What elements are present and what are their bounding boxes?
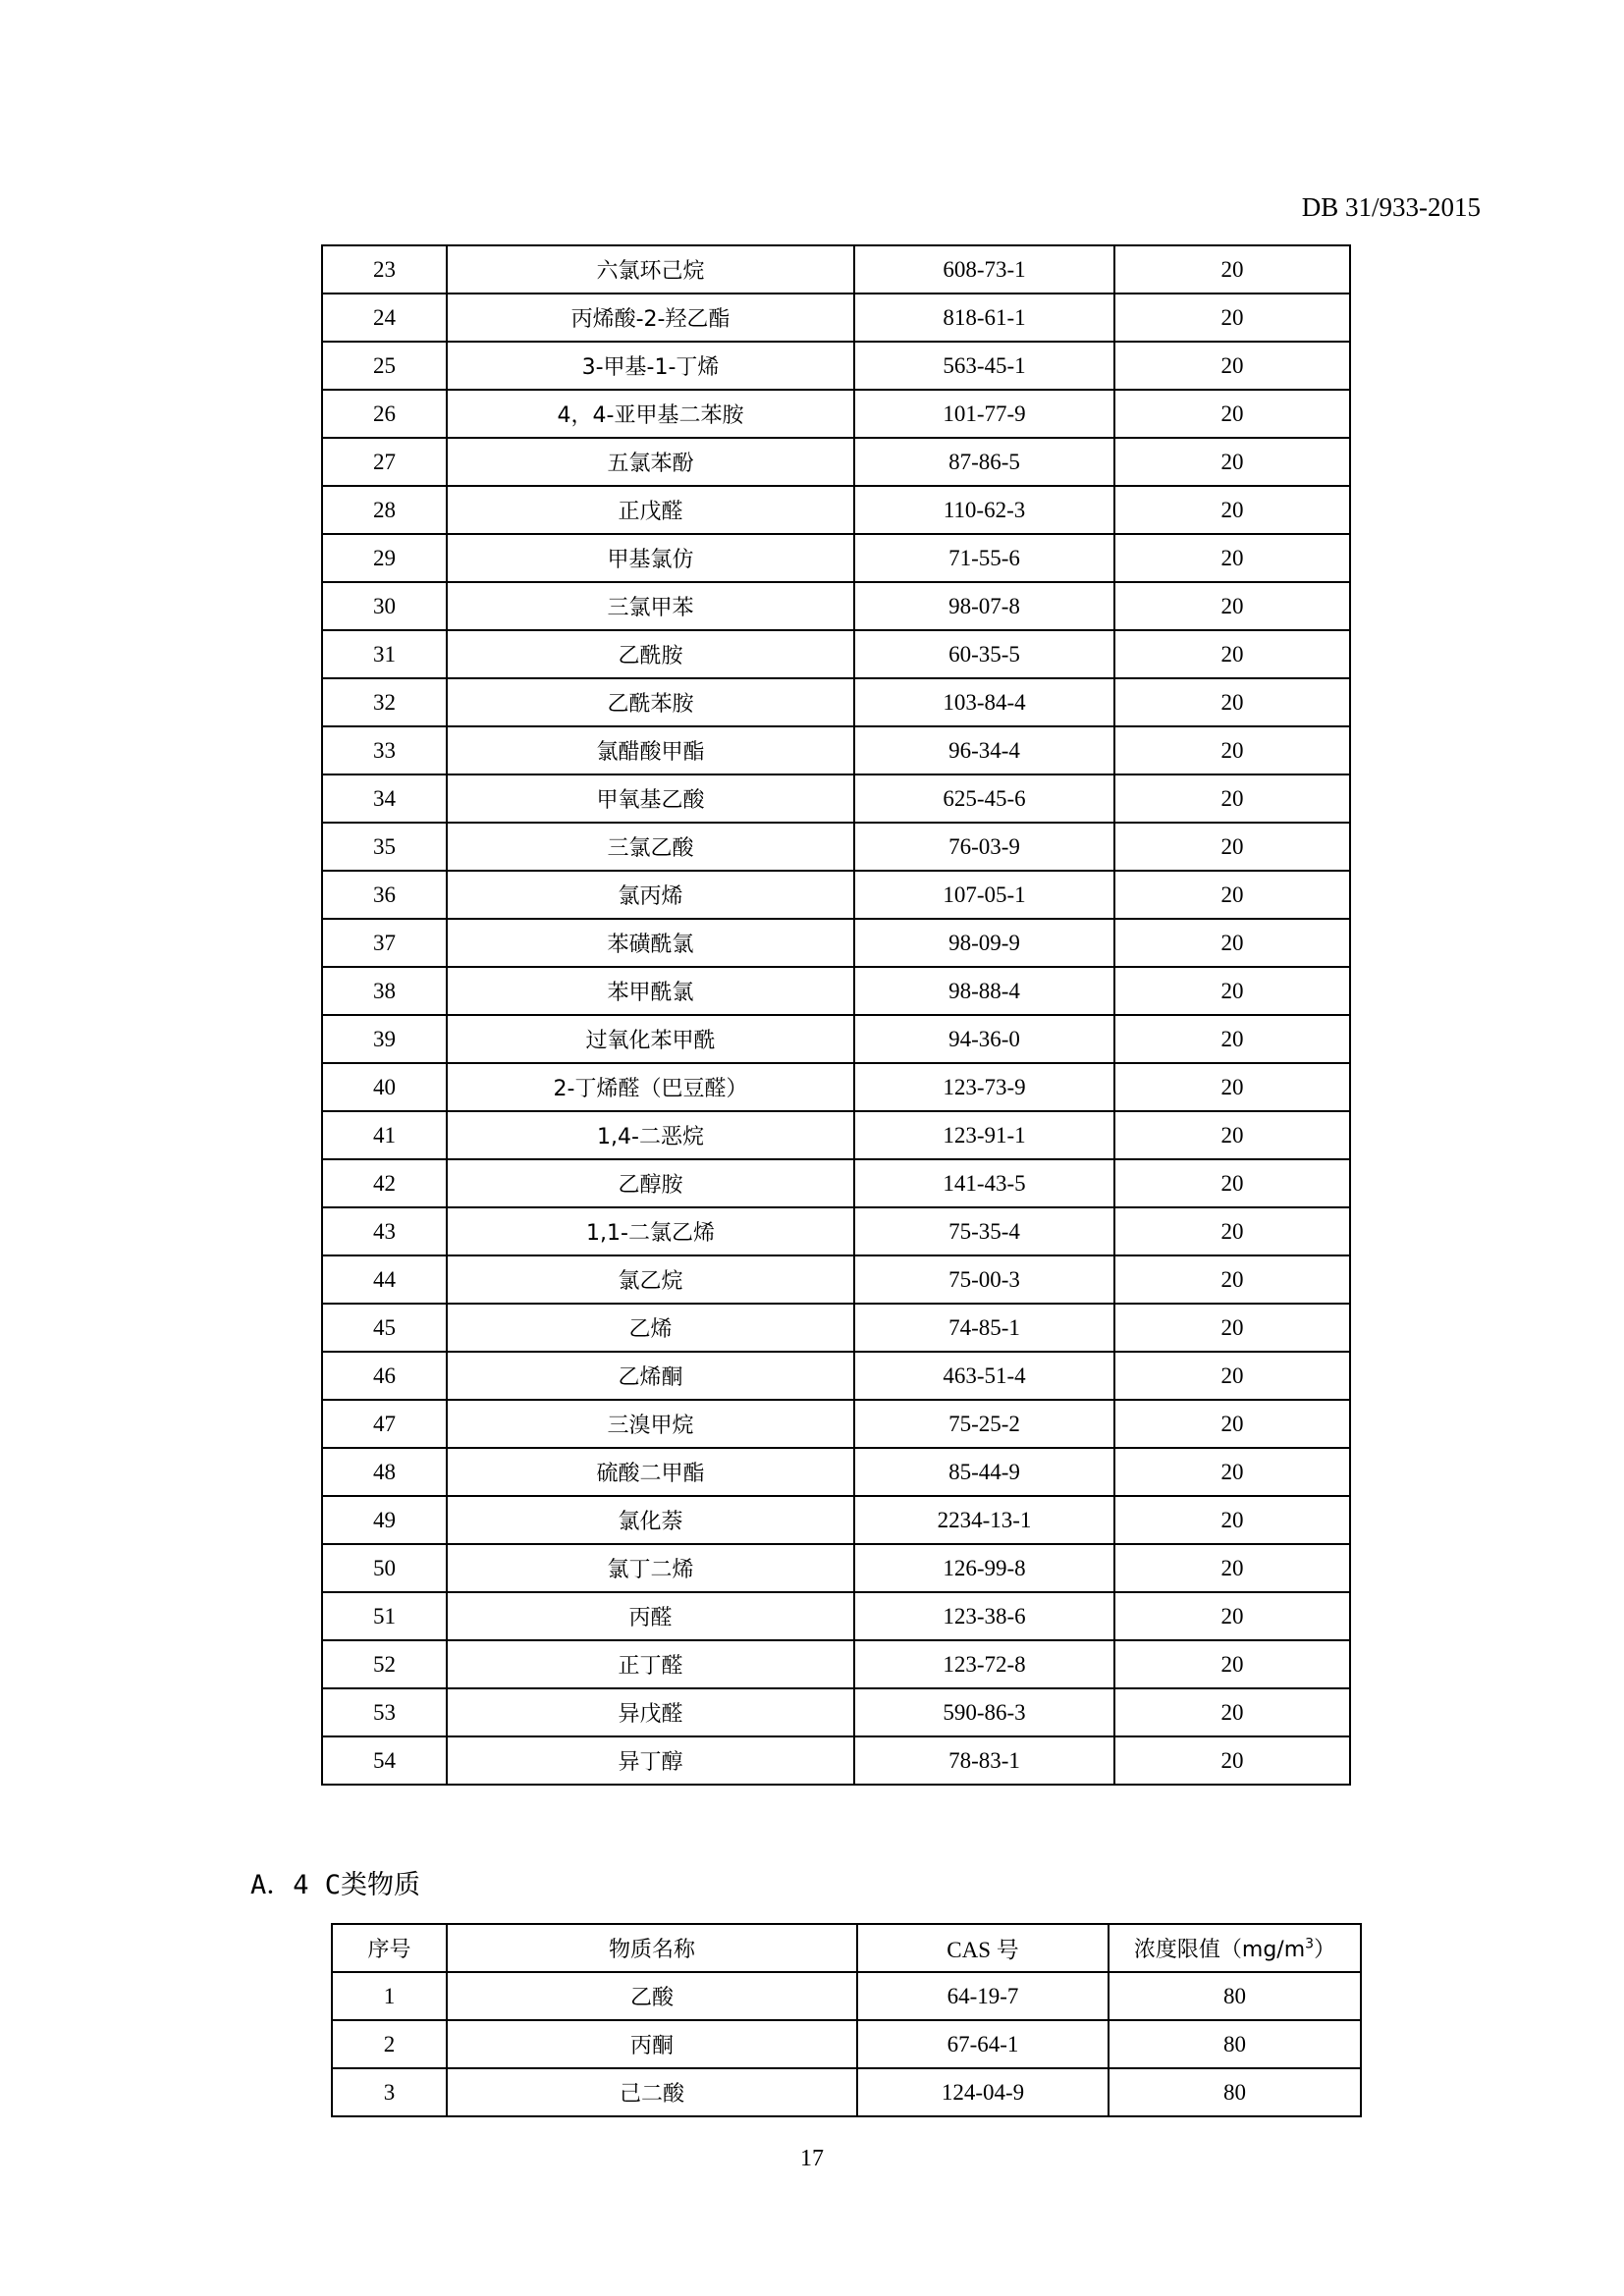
concentration-limit-cell: 20	[1114, 1255, 1350, 1304]
table-row	[322, 630, 1350, 678]
concentration-limit-cell: 20	[1114, 967, 1350, 1015]
table-row	[322, 678, 1350, 726]
substance-name-cell: 氯化萘	[447, 1496, 854, 1544]
substance-name-cell: 3-甲基-1-丁烯	[447, 342, 854, 390]
serial-no-cell: 47	[322, 1400, 447, 1448]
concentration-limit-cell: 20	[1114, 1544, 1350, 1592]
cas-number-cell: 87-86-5	[854, 438, 1114, 486]
cas-number-cell: 103-84-4	[854, 678, 1114, 726]
serial-no-cell: 44	[322, 1255, 447, 1304]
substance-name-cell: 氯丁二烯	[447, 1544, 854, 1592]
cas-number-cell: 123-91-1	[854, 1111, 1114, 1159]
serial-no-cell: 43	[322, 1207, 447, 1255]
cas-number-cell: 64-19-7	[857, 1972, 1109, 2020]
cas-number-cell: 141-43-5	[854, 1159, 1114, 1207]
table-row	[322, 1304, 1350, 1352]
table-row	[322, 919, 1350, 967]
cas-number-cell: 123-38-6	[854, 1592, 1114, 1640]
substance-table-b	[321, 244, 1351, 1786]
cas-number-cell: 818-61-1	[854, 294, 1114, 342]
substance-name-cell: 甲基氯仿	[447, 534, 854, 582]
concentration-limit-cell: 20	[1114, 871, 1350, 919]
table-row	[322, 245, 1350, 294]
cas-number-cell: 96-34-4	[854, 726, 1114, 774]
cas-number-cell: 71-55-6	[854, 534, 1114, 582]
concentration-limit-cell: 20	[1114, 1207, 1350, 1255]
section-heading-c: A．4 C类物质	[250, 1870, 421, 1900]
serial-no-cell: 28	[322, 486, 447, 534]
concentration-limit-cell: 20	[1114, 1352, 1350, 1400]
concentration-limit-cell: 20	[1114, 486, 1350, 534]
table-row	[332, 1972, 1361, 2020]
cas-number-cell: 60-35-5	[854, 630, 1114, 678]
limit-header-text: 浓度限值（mg/m	[1133, 1938, 1306, 1962]
concentration-limit-cell: 20	[1114, 1496, 1350, 1544]
serial-no-cell: 26	[322, 390, 447, 438]
serial-no-cell: 49	[322, 1496, 447, 1544]
cas-number-cell: 67-64-1	[857, 2020, 1109, 2068]
serial-no-cell: 39	[322, 1015, 447, 1063]
substance-name-cell: 正丁醛	[447, 1640, 854, 1688]
concentration-limit-cell: 20	[1114, 1063, 1350, 1111]
cas-number-cell: 75-25-2	[854, 1400, 1114, 1448]
page-number: 17	[800, 2146, 824, 2171]
table-row	[322, 1111, 1350, 1159]
header-serial-no: 序号	[332, 1924, 447, 1972]
table-row	[322, 1544, 1350, 1592]
serial-no-cell: 34	[322, 774, 447, 823]
substance-name-cell: 乙醇胺	[447, 1159, 854, 1207]
cas-number-cell: 76-03-9	[854, 823, 1114, 871]
cas-number-cell: 78-83-1	[854, 1736, 1114, 1785]
substance-name-cell: 三溴甲烷	[447, 1400, 854, 1448]
table-row	[322, 871, 1350, 919]
table-row	[322, 1688, 1350, 1736]
substance-name-cell: 乙酰苯胺	[447, 678, 854, 726]
concentration-limit-cell: 20	[1114, 1304, 1350, 1352]
serial-no-cell: 23	[322, 245, 447, 294]
substance-name-cell: 氯乙烷	[447, 1255, 854, 1304]
substance-name-cell: 异戊醛	[447, 1688, 854, 1736]
serial-no-cell: 24	[322, 294, 447, 342]
serial-no-cell: 46	[322, 1352, 447, 1400]
concentration-limit-cell: 80	[1109, 2068, 1361, 2116]
concentration-limit-cell: 20	[1114, 678, 1350, 726]
table-row	[322, 534, 1350, 582]
limit-header-sup: 3	[1305, 1936, 1315, 1952]
cas-number-cell: 75-00-3	[854, 1255, 1114, 1304]
concentration-limit-cell: 20	[1114, 1015, 1350, 1063]
substance-name-cell: 过氧化苯甲酰	[447, 1015, 854, 1063]
serial-no-cell: 51	[322, 1592, 447, 1640]
serial-no-cell: 40	[322, 1063, 447, 1111]
cas-number-cell: 123-73-9	[854, 1063, 1114, 1111]
substance-name-cell: 六氯环己烷	[447, 245, 854, 294]
table-c-body	[332, 1972, 1361, 2116]
concentration-limit-cell: 20	[1114, 342, 1350, 390]
table-row	[322, 726, 1350, 774]
serial-no-cell: 35	[322, 823, 447, 871]
substance-name-cell: 1,4-二恶烷	[447, 1111, 854, 1159]
header-concentration-limit	[1109, 1924, 1361, 1972]
cas-number-cell: 74-85-1	[854, 1304, 1114, 1352]
table-row	[322, 294, 1350, 342]
table-row	[322, 486, 1350, 534]
table-row	[322, 342, 1350, 390]
concentration-limit-cell: 20	[1114, 582, 1350, 630]
substance-name-cell: 乙烯酮	[447, 1352, 854, 1400]
table-row	[322, 1400, 1350, 1448]
table-row	[322, 823, 1350, 871]
substance-name-cell: 乙酰胺	[447, 630, 854, 678]
cas-number-cell: 94-36-0	[854, 1015, 1114, 1063]
concentration-limit-cell: 20	[1114, 919, 1350, 967]
concentration-limit-cell: 20	[1114, 438, 1350, 486]
substance-name-cell: 甲氧基乙酸	[447, 774, 854, 823]
serial-no-cell: 45	[322, 1304, 447, 1352]
cas-number-cell: 85-44-9	[854, 1448, 1114, 1496]
cas-number-cell: 107-05-1	[854, 871, 1114, 919]
substance-name-cell: 乙烯	[447, 1304, 854, 1352]
substance-name-cell: 正戊醛	[447, 486, 854, 534]
table-row	[322, 1736, 1350, 1785]
concentration-limit-cell: 20	[1114, 245, 1350, 294]
serial-no-cell: 31	[322, 630, 447, 678]
table-row	[332, 2020, 1361, 2068]
concentration-limit-cell: 20	[1114, 1688, 1350, 1736]
limit-header-close: ）	[1314, 1938, 1336, 1962]
substance-name-cell: 1,1-二氯乙烯	[447, 1207, 854, 1255]
cas-number-cell: 98-07-8	[854, 582, 1114, 630]
cas-number-cell: 2234-13-1	[854, 1496, 1114, 1544]
substance-name-cell: 4，4-亚甲基二苯胺	[447, 390, 854, 438]
concentration-limit-cell: 20	[1114, 1400, 1350, 1448]
cas-number-cell: 98-88-4	[854, 967, 1114, 1015]
concentration-limit-cell: 20	[1114, 390, 1350, 438]
table-row	[322, 1640, 1350, 1688]
substance-name-cell: 己二酸	[447, 2068, 857, 2116]
table-c-header-row	[332, 1924, 1361, 1972]
substance-name-cell: 三氯甲苯	[447, 582, 854, 630]
table-row	[322, 438, 1350, 486]
cas-number-cell: 463-51-4	[854, 1352, 1114, 1400]
concentration-limit-cell: 20	[1114, 294, 1350, 342]
concentration-limit-cell: 20	[1114, 1640, 1350, 1688]
serial-no-cell: 32	[322, 678, 447, 726]
concentration-limit-cell: 20	[1114, 630, 1350, 678]
cas-number-cell: 608-73-1	[854, 245, 1114, 294]
serial-no-cell: 50	[322, 1544, 447, 1592]
serial-no-cell: 30	[322, 582, 447, 630]
cas-number-cell: 101-77-9	[854, 390, 1114, 438]
cas-number-cell: 625-45-6	[854, 774, 1114, 823]
serial-no-cell: 38	[322, 967, 447, 1015]
cas-number-cell: 110-62-3	[854, 486, 1114, 534]
concentration-limit-cell: 20	[1114, 1159, 1350, 1207]
cas-number-cell: 563-45-1	[854, 342, 1114, 390]
table-row	[322, 1448, 1350, 1496]
substance-name-cell: 三氯乙酸	[447, 823, 854, 871]
substance-name-cell: 苯甲酰氯	[447, 967, 854, 1015]
serial-no-cell: 48	[322, 1448, 447, 1496]
substance-name-cell: 丙酮	[447, 2020, 857, 2068]
substance-name-cell: 硫酸二甲酯	[447, 1448, 854, 1496]
table-row	[322, 1159, 1350, 1207]
concentration-limit-cell: 80	[1109, 1972, 1361, 2020]
serial-no-cell: 52	[322, 1640, 447, 1688]
cas-number-cell: 75-35-4	[854, 1207, 1114, 1255]
concentration-limit-cell: 20	[1114, 1592, 1350, 1640]
concentration-limit-cell: 20	[1114, 1111, 1350, 1159]
substance-name-cell: 异丁醇	[447, 1736, 854, 1785]
table-row	[322, 1063, 1350, 1111]
serial-no-cell: 53	[322, 1688, 447, 1736]
substance-table-c	[331, 1923, 1362, 2117]
table-row	[322, 774, 1350, 823]
table-row	[322, 1207, 1350, 1255]
standard-code: DB 31/933-2015	[1301, 192, 1481, 222]
serial-no-cell: 37	[322, 919, 447, 967]
substance-name-cell: 五氯苯酚	[447, 438, 854, 486]
concentration-limit-cell: 20	[1114, 726, 1350, 774]
cas-number-cell: 126-99-8	[854, 1544, 1114, 1592]
table-row	[322, 1015, 1350, 1063]
substance-name-cell: 氯丙烯	[447, 871, 854, 919]
cas-number-cell: 590-86-3	[854, 1688, 1114, 1736]
concentration-limit-cell: 20	[1114, 774, 1350, 823]
serial-no-cell: 2	[332, 2020, 447, 2068]
serial-no-cell: 3	[332, 2068, 447, 2116]
table-row	[322, 967, 1350, 1015]
table-row	[322, 1255, 1350, 1304]
concentration-limit-cell: 20	[1114, 1448, 1350, 1496]
substance-name-cell: 乙酸	[447, 1972, 857, 2020]
serial-no-cell: 25	[322, 342, 447, 390]
serial-no-cell: 42	[322, 1159, 447, 1207]
substance-name-cell: 丙醛	[447, 1592, 854, 1640]
table-row	[322, 582, 1350, 630]
header-cas-no: CAS 号	[857, 1924, 1109, 1972]
serial-no-cell: 36	[322, 871, 447, 919]
substance-name-cell: 氯醋酸甲酯	[447, 726, 854, 774]
serial-no-cell: 1	[332, 1972, 447, 2020]
concentration-limit-cell: 20	[1114, 534, 1350, 582]
header-substance-name: 物质名称	[447, 1924, 857, 1972]
substance-name-cell: 丙烯酸-2-羟乙酯	[447, 294, 854, 342]
table-row	[322, 390, 1350, 438]
table-row	[322, 1592, 1350, 1640]
serial-no-cell: 54	[322, 1736, 447, 1785]
substance-name-cell: 苯磺酰氯	[447, 919, 854, 967]
serial-no-cell: 27	[322, 438, 447, 486]
serial-no-cell: 41	[322, 1111, 447, 1159]
concentration-limit-cell: 20	[1114, 823, 1350, 871]
cas-number-cell: 124-04-9	[857, 2068, 1109, 2116]
serial-no-cell: 29	[322, 534, 447, 582]
table-b-body	[322, 245, 1350, 1785]
concentration-limit-cell: 80	[1109, 2020, 1361, 2068]
table-row	[322, 1496, 1350, 1544]
table-row	[332, 2068, 1361, 2116]
concentration-limit-cell: 20	[1114, 1736, 1350, 1785]
cas-number-cell: 123-72-8	[854, 1640, 1114, 1688]
serial-no-cell: 33	[322, 726, 447, 774]
table-row	[322, 1352, 1350, 1400]
cas-number-cell: 98-09-9	[854, 919, 1114, 967]
substance-name-cell: 2-丁烯醛（巴豆醛）	[447, 1063, 854, 1111]
